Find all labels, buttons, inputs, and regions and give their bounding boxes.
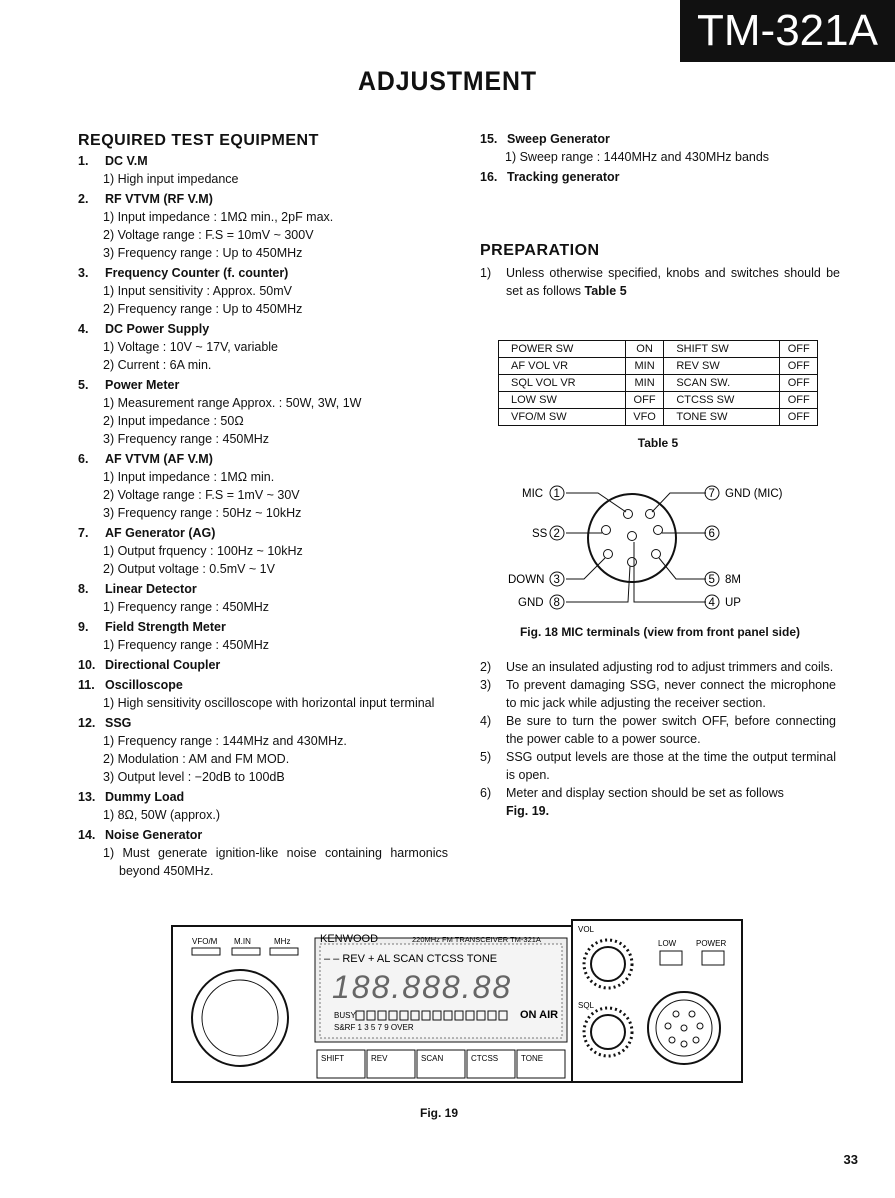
model-badge: TM-321A — [680, 0, 895, 62]
para-number: 2) — [480, 660, 492, 674]
fig-ref: Fig. 19. — [506, 804, 550, 818]
item-number: 7. — [78, 526, 89, 540]
prep-para-6 — [480, 784, 836, 820]
equipment-item — [78, 826, 448, 844]
item-number: 2. — [78, 192, 89, 206]
item-spec: 2) Voltage range : F.S = 1mV ~ 30V — [103, 488, 300, 502]
para-number: 5) — [480, 750, 492, 764]
equipment-item — [78, 580, 448, 598]
right-column — [480, 132, 840, 450]
table-cell: OFF — [780, 392, 818, 409]
item-number: 6. — [78, 452, 89, 466]
equipment-item — [78, 450, 448, 468]
item-number: 15. — [480, 132, 498, 146]
num-1: 1 — [553, 488, 560, 500]
item-name: AF Generator (AG) — [105, 526, 216, 540]
onair-label: ON AIR — [520, 1009, 559, 1021]
para-number: 1) — [480, 266, 492, 280]
label-min: M.IN — [234, 937, 251, 946]
panel-button-label: SCAN — [421, 1054, 444, 1063]
table-cell: OFF — [780, 341, 818, 358]
prep-paragraph — [480, 748, 836, 784]
table-cell: OFF — [780, 358, 818, 375]
para-text: Be sure to turn the power switch OFF, before connecting the power cable to a power source. — [506, 714, 836, 746]
low-label: LOW — [658, 939, 677, 948]
prep-paragraph — [480, 676, 836, 712]
sql-label: SQL — [578, 1001, 595, 1010]
table-cell: MIN — [625, 375, 664, 392]
table-ref: Table 5 — [584, 284, 627, 298]
num-7: 7 — [708, 488, 715, 500]
equipment-item — [78, 376, 448, 394]
label-up: UP — [725, 597, 741, 609]
panel-button-label: SHIFT — [321, 1054, 345, 1063]
item-name: DC V.M — [105, 154, 148, 168]
item-spec: 2) Current : 6A min. — [103, 358, 212, 372]
para-number: 4) — [480, 714, 492, 728]
item-name: Power Meter — [105, 378, 180, 392]
equipment-item — [78, 714, 448, 732]
item-spec: 2) Voltage range : F.S = 10mV ~ 300V — [103, 228, 314, 242]
item-number: 13. — [78, 790, 96, 804]
item-name: RF VTVM (RF V.M) — [105, 192, 213, 206]
panel-button-label: REV — [371, 1054, 388, 1063]
item-spec: 3) Output level : −20dB to 100dB — [103, 770, 285, 784]
item-spec: 1) Frequency range : 144MHz and 430MHz. — [103, 734, 347, 748]
item-name: Noise Generator — [105, 828, 203, 842]
pin-8 — [628, 558, 637, 567]
table-caption: Table 5 — [637, 436, 679, 450]
table-cell: SHIFT SW — [664, 341, 780, 358]
label-mhz: MHz — [274, 937, 291, 946]
mhz-button[interactable] — [270, 948, 298, 955]
smeter-label: S&RF 1 3 5 7 9 OVER — [334, 1023, 414, 1032]
equipment-item — [78, 264, 448, 282]
item-name: AF VTVM (AF V.M) — [105, 452, 213, 466]
item-spec: 3) Frequency range : Up to 450MHz — [103, 246, 303, 260]
panel-button-label: CTCSS — [471, 1054, 499, 1063]
table-cell: OFF — [780, 409, 818, 426]
table-cell: SCAN SW. — [664, 375, 780, 392]
label-down: DOWN — [508, 574, 545, 586]
item-spec: 1) Output frquency : 100Hz ~ 10kHz — [103, 544, 303, 558]
table-row — [499, 392, 818, 409]
item-spec: 1) 8Ω, 50W (approx.) — [103, 808, 221, 822]
label-mic: MIC — [522, 488, 544, 500]
item-spec: 3) Frequency range : 50Hz ~ 10kHz — [103, 506, 302, 520]
item-name: Dummy Load — [105, 790, 185, 804]
equipment-item — [480, 130, 840, 148]
mic-connector-diagram — [480, 478, 840, 618]
equipment-item — [78, 788, 448, 806]
fig18-caption: Fig. 18 MIC terminals (view from front panel side) — [519, 625, 801, 639]
item-spec: 1) Must generate ignition-like noise containing harmonics beyond 450MHz. — [103, 846, 448, 878]
item-number: 5. — [78, 378, 89, 392]
sql-knob[interactable] — [591, 1015, 625, 1049]
table-row — [499, 375, 818, 392]
power-label: POWER — [696, 939, 727, 948]
table-cell: AF VOL VR — [499, 358, 626, 375]
label-gnd: GND — [518, 597, 544, 609]
table-cell: SQL VOL VR — [499, 375, 626, 392]
table-cell: MIN — [625, 358, 664, 375]
frequency-display: 188.888.88 — [332, 969, 513, 1005]
preparation-heading: PREPARATION — [480, 242, 600, 259]
item-spec: 2) Input impedance : 50Ω — [103, 414, 244, 428]
table-cell: OFF — [625, 392, 664, 409]
table-cell: POWER SW — [499, 341, 626, 358]
pin-center — [628, 532, 637, 541]
item-name: Oscilloscope — [105, 678, 183, 692]
pin-5 — [652, 550, 661, 559]
equipment-item — [78, 656, 448, 674]
para-text: Use an insulated adjusting rod to adjust trimmers and coils. — [506, 660, 834, 674]
item-name: SSG — [105, 716, 132, 730]
item-spec: 1) Frequency range : 450MHz — [103, 638, 270, 652]
item-number: 3. — [78, 266, 89, 280]
indicator-row: – – REV + AL SCAN CTCSS TONE — [324, 953, 498, 965]
equipment-item — [78, 524, 448, 542]
table-cell: VFO — [625, 409, 664, 426]
item-name: Field Strength Meter — [105, 620, 226, 634]
label-gnd-mic: GND (MIC) — [725, 488, 783, 500]
item-spec: 2) Output voltage : 0.5mV ~ 1V — [103, 562, 275, 576]
table-cell: TONE SW — [664, 409, 780, 426]
equipment-list — [78, 132, 448, 880]
equipment-items-right — [480, 130, 840, 186]
table-cell: VFO/M SW — [499, 409, 626, 426]
item-spec: 1) High sensitivity oscilloscope with horizontal input terminal — [103, 696, 435, 710]
pin-3 — [604, 550, 613, 559]
equipment-heading: REQUIRED TEST EQUIPMENT — [78, 132, 319, 149]
equipment-item — [78, 320, 448, 338]
low-button[interactable] — [660, 951, 682, 965]
equipment-item — [78, 152, 448, 170]
num-6: 6 — [708, 528, 715, 540]
num-3: 3 — [553, 574, 560, 586]
page-title: ADJUSTMENT — [358, 66, 537, 96]
fig19-caption: Fig. 19 — [420, 1106, 459, 1120]
item-spec: 1) Frequency range : 450MHz — [103, 600, 270, 614]
item-number: 8. — [78, 582, 89, 596]
para-number: 3) — [480, 678, 492, 692]
item-spec: 2) Frequency range : Up to 450MHz — [103, 302, 303, 316]
label-vfo: VFO/M — [192, 937, 218, 946]
front-panel-diagram — [170, 918, 750, 1088]
item-spec: 2) Modulation : AM and FM MOD. — [103, 752, 290, 766]
num-8: 8 — [553, 597, 560, 609]
item-number: 4. — [78, 322, 89, 336]
item-spec: 3) Frequency range : 450MHz — [103, 432, 270, 446]
item-name: Frequency Counter (f. counter) — [105, 266, 289, 280]
item-name: Tracking generator — [507, 170, 620, 184]
settings-table — [498, 340, 818, 426]
prep-para-1 — [480, 264, 840, 300]
vol-label: VOL — [578, 925, 595, 934]
table-row — [499, 409, 818, 426]
item-spec: 1) Voltage : 10V ~ 17V, variable — [103, 340, 279, 354]
item-name: Directional Coupler — [105, 658, 221, 672]
item-name: Sweep Generator — [507, 132, 610, 146]
equipment-item — [78, 676, 448, 694]
table-cell: ON — [625, 341, 664, 358]
item-number: 16. — [480, 170, 498, 184]
num-4: 4 — [708, 597, 715, 609]
item-name: DC Power Supply — [105, 322, 210, 336]
pin-2 — [602, 526, 611, 535]
item-spec: 1) Input impedance : 1MΩ min. — [103, 470, 275, 484]
prep-paragraph — [480, 658, 836, 676]
item-number: 14. — [78, 828, 96, 842]
brand-label: KENWOOD — [320, 933, 379, 945]
busy-label: BUSY — [334, 1011, 356, 1020]
item-number: 11. — [78, 678, 95, 692]
table-cell: CTCSS SW — [664, 392, 780, 409]
table-row — [499, 358, 818, 375]
item-spec: 1) Input impedance : 1MΩ min., 2pF max. — [103, 210, 334, 224]
para-number: 6) — [480, 786, 492, 800]
equipment-items — [78, 152, 448, 880]
prep-paragraphs — [480, 658, 836, 820]
power-button[interactable] — [702, 951, 724, 965]
item-spec: 1) Measurement range Approx. : 50W, 3W, 1W — [103, 396, 362, 410]
item-number: 1. — [78, 154, 89, 168]
item-spec: 1) High input impedance — [103, 172, 239, 186]
table-cell: OFF — [780, 375, 818, 392]
equipment-item — [78, 618, 448, 636]
panel-button-label: TONE — [521, 1054, 544, 1063]
para-text: SSG output levels are those at the time the output terminal is open. — [506, 750, 836, 782]
equipment-item — [78, 190, 448, 208]
num-5: 5 — [708, 574, 715, 586]
vfo-button[interactable] — [192, 948, 220, 955]
tuning-dial[interactable] — [192, 970, 288, 1066]
label-ss: SS — [532, 528, 548, 540]
table-row — [499, 341, 818, 358]
table-cell: REV SW — [664, 358, 780, 375]
item-name: Linear Detector — [105, 582, 197, 596]
item-spec: 1) Input sensitivity : Approx. 50mV — [103, 284, 292, 298]
page-number: 33 — [843, 1152, 858, 1167]
item-number: 9. — [78, 620, 89, 634]
para-text: Meter and display section should be set as follows — [506, 786, 784, 800]
item-number: 10. — [78, 658, 96, 672]
vol-knob[interactable] — [591, 947, 625, 981]
para-text: To prevent damaging SSG, never connect the microphone to mic jack while adjusting the receiver section. — [506, 678, 836, 710]
item-number: 12. — [78, 716, 96, 730]
para-text: Unless otherwise specified, knobs and switches should be set as follows — [506, 266, 840, 298]
prep-paragraph — [480, 712, 836, 748]
pin-6 — [654, 526, 663, 535]
item-spec: 1) Sweep range : 1440MHz and 430MHz bands — [505, 150, 770, 164]
equipment-item — [480, 168, 840, 186]
table-cell: LOW SW — [499, 392, 626, 409]
num-2: 2 — [553, 528, 560, 540]
model-label: 220MHz FM TRANSCEIVER TM-321A — [412, 935, 541, 944]
label-8m: 8M — [725, 574, 741, 586]
min-button[interactable] — [232, 948, 260, 955]
